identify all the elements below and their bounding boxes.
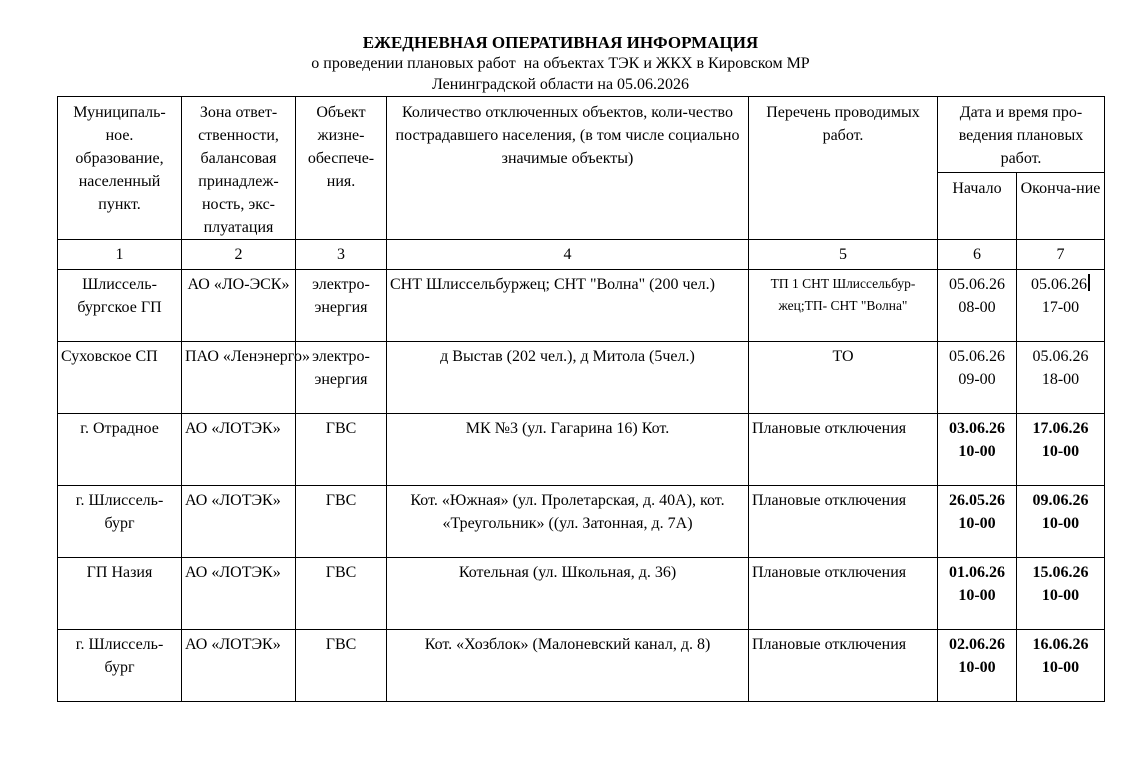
- column-number: 6: [938, 240, 1017, 270]
- count-cell: д Выстав (202 чел.), д Митола (5чел.): [387, 342, 749, 414]
- table-row: [58, 414, 1105, 486]
- start-cell: [938, 630, 1017, 702]
- zone-cell: АО «ЛО-ЭСК»: [182, 270, 296, 342]
- end-time: 10-00: [1041, 515, 1080, 532]
- start-cell: [938, 486, 1017, 558]
- end-cell: [1017, 414, 1105, 486]
- start-date: 01.06.26: [949, 564, 1005, 581]
- works-cell: Плановые отключения: [749, 486, 938, 558]
- count-cell: Котельная (ул. Школьная, д. 36): [387, 558, 749, 630]
- document-title: ЕЖЕДНЕВНАЯ ОПЕРАТИВНАЯ ИНФОРМАЦИЯ: [362, 33, 759, 52]
- col-header-municipality: Муниципаль-ное. образование, населенный пункт.: [58, 97, 182, 240]
- works-cell: ТО: [749, 342, 938, 414]
- zone-cell: АО «ЛОТЭК»: [182, 630, 296, 702]
- start-date: 02.06.26: [949, 636, 1005, 653]
- column-number: 3: [296, 240, 387, 270]
- end-time: 17-00: [1041, 299, 1080, 316]
- works-cell: ТП 1 СНТ Шлиссельбур-жец;ТП- СНТ "Волна": [749, 270, 938, 342]
- zone-cell: ПАО «Ленэнерго»: [182, 342, 296, 414]
- zone-cell: АО «ЛОТЭК»: [182, 558, 296, 630]
- start-cell: [938, 342, 1017, 414]
- object-cell: ГВС: [296, 630, 387, 702]
- col-header-start: Начало: [938, 173, 1017, 240]
- column-number: 7: [1017, 240, 1105, 270]
- zone-cell: АО «ЛОТЭК»: [182, 414, 296, 486]
- zone-cell: АО «ЛОТЭК»: [182, 486, 296, 558]
- end-cell: [1017, 342, 1105, 414]
- object-cell: электро-энергия: [296, 342, 387, 414]
- object-cell: ГВС: [296, 558, 387, 630]
- end-cell: [1017, 270, 1105, 342]
- col-header-object: Объект жизне-обеспече-ния.: [296, 97, 387, 240]
- document-subtitle: о проведении плановых работ на объектах ТЭК и ЖКХ в Кировском МР: [311, 55, 810, 72]
- end-time: 10-00: [1041, 443, 1080, 460]
- end-cell: [1017, 558, 1105, 630]
- col-header-datetime: Дата и время про-ведения плановых работ.: [938, 97, 1105, 173]
- table-row: [58, 486, 1105, 558]
- municipality-cell: г. Шлиссель-бург: [58, 630, 182, 702]
- end-date: 05.06.26: [1020, 273, 1101, 296]
- end-cell: [1017, 630, 1105, 702]
- end-time: 18-00: [1041, 371, 1080, 388]
- start-time: 10-00: [958, 443, 996, 460]
- municipality-cell: Суховское СП: [58, 342, 182, 414]
- column-number: 2: [182, 240, 296, 270]
- col-header-count: Количество отключенных объектов, коли-чество пострадавшего населения, (в том числе социально значимые объекты): [387, 97, 749, 240]
- column-number: 4: [387, 240, 749, 270]
- col-header-works: Перечень проводимых работ.: [749, 97, 938, 240]
- start-time: 10-00: [958, 587, 996, 604]
- works-cell: Плановые отключения: [749, 558, 938, 630]
- start-date: 05.06.26: [949, 348, 1005, 365]
- works-table: [57, 96, 1105, 702]
- end-time: 10-00: [1041, 587, 1080, 604]
- column-number-row: [58, 240, 1105, 270]
- start-time: 10-00: [958, 659, 996, 676]
- end-cell: [1017, 486, 1105, 558]
- municipality-cell: г. Шлиссель-бург: [58, 486, 182, 558]
- count-cell: Кот. «Хозблок» (Малоневский канал, д. 8): [387, 630, 749, 702]
- end-date: 17.06.26: [1032, 420, 1089, 437]
- end-date: 16.06.26: [1032, 636, 1089, 653]
- table-row: [58, 270, 1105, 342]
- object-cell: электро-энергия: [296, 270, 387, 342]
- start-time: 09-00: [958, 371, 996, 388]
- end-time: 10-00: [1041, 659, 1080, 676]
- object-cell: ГВС: [296, 486, 387, 558]
- table-row: [58, 342, 1105, 414]
- start-date: 26.05.26: [949, 492, 1005, 509]
- municipality-cell: г. Отрадное: [58, 414, 182, 486]
- start-cell: [938, 558, 1017, 630]
- count-cell: Кот. «Южная» (ул. Пролетарская, д. 40А), кот. «Треугольник» ((ул. Затонная, д. 7А): [387, 486, 749, 558]
- works-cell: Плановые отключения: [749, 630, 938, 702]
- end-date: 05.06.26: [1032, 348, 1089, 365]
- start-date: 05.06.26: [949, 276, 1005, 293]
- document-region-date: Ленинградской области на 05.06.2026: [431, 76, 690, 93]
- column-number: 5: [749, 240, 938, 270]
- count-cell: МК №3 (ул. Гагарина 16) Кот.: [387, 414, 749, 486]
- start-cell: [938, 414, 1017, 486]
- col-header-zone: Зона ответ-ственности, балансовая принадлеж-ность, экс-плуатация: [182, 97, 296, 240]
- end-date: 15.06.26: [1032, 564, 1089, 581]
- count-cell: СНТ Шлиссельбуржец; СНТ "Волна" (200 чел.): [387, 270, 749, 342]
- municipality-cell: ГП Назия: [58, 558, 182, 630]
- works-cell: Плановые отключения: [749, 414, 938, 486]
- start-time: 08-00: [958, 299, 996, 316]
- start-time: 10-00: [958, 515, 996, 532]
- start-date: 03.06.26: [949, 420, 1005, 437]
- table-row: [58, 630, 1105, 702]
- municipality-cell: Шлиссель-бургское ГП: [58, 270, 182, 342]
- table-row: [58, 558, 1105, 630]
- column-number: 1: [58, 240, 182, 270]
- end-date: 09.06.26: [1032, 492, 1089, 509]
- start-cell: [938, 270, 1017, 342]
- object-cell: ГВС: [296, 414, 387, 486]
- col-header-end: Оконча-ние: [1017, 173, 1105, 240]
- table-header-row: [58, 97, 1105, 173]
- text-cursor-mark: [1088, 274, 1090, 291]
